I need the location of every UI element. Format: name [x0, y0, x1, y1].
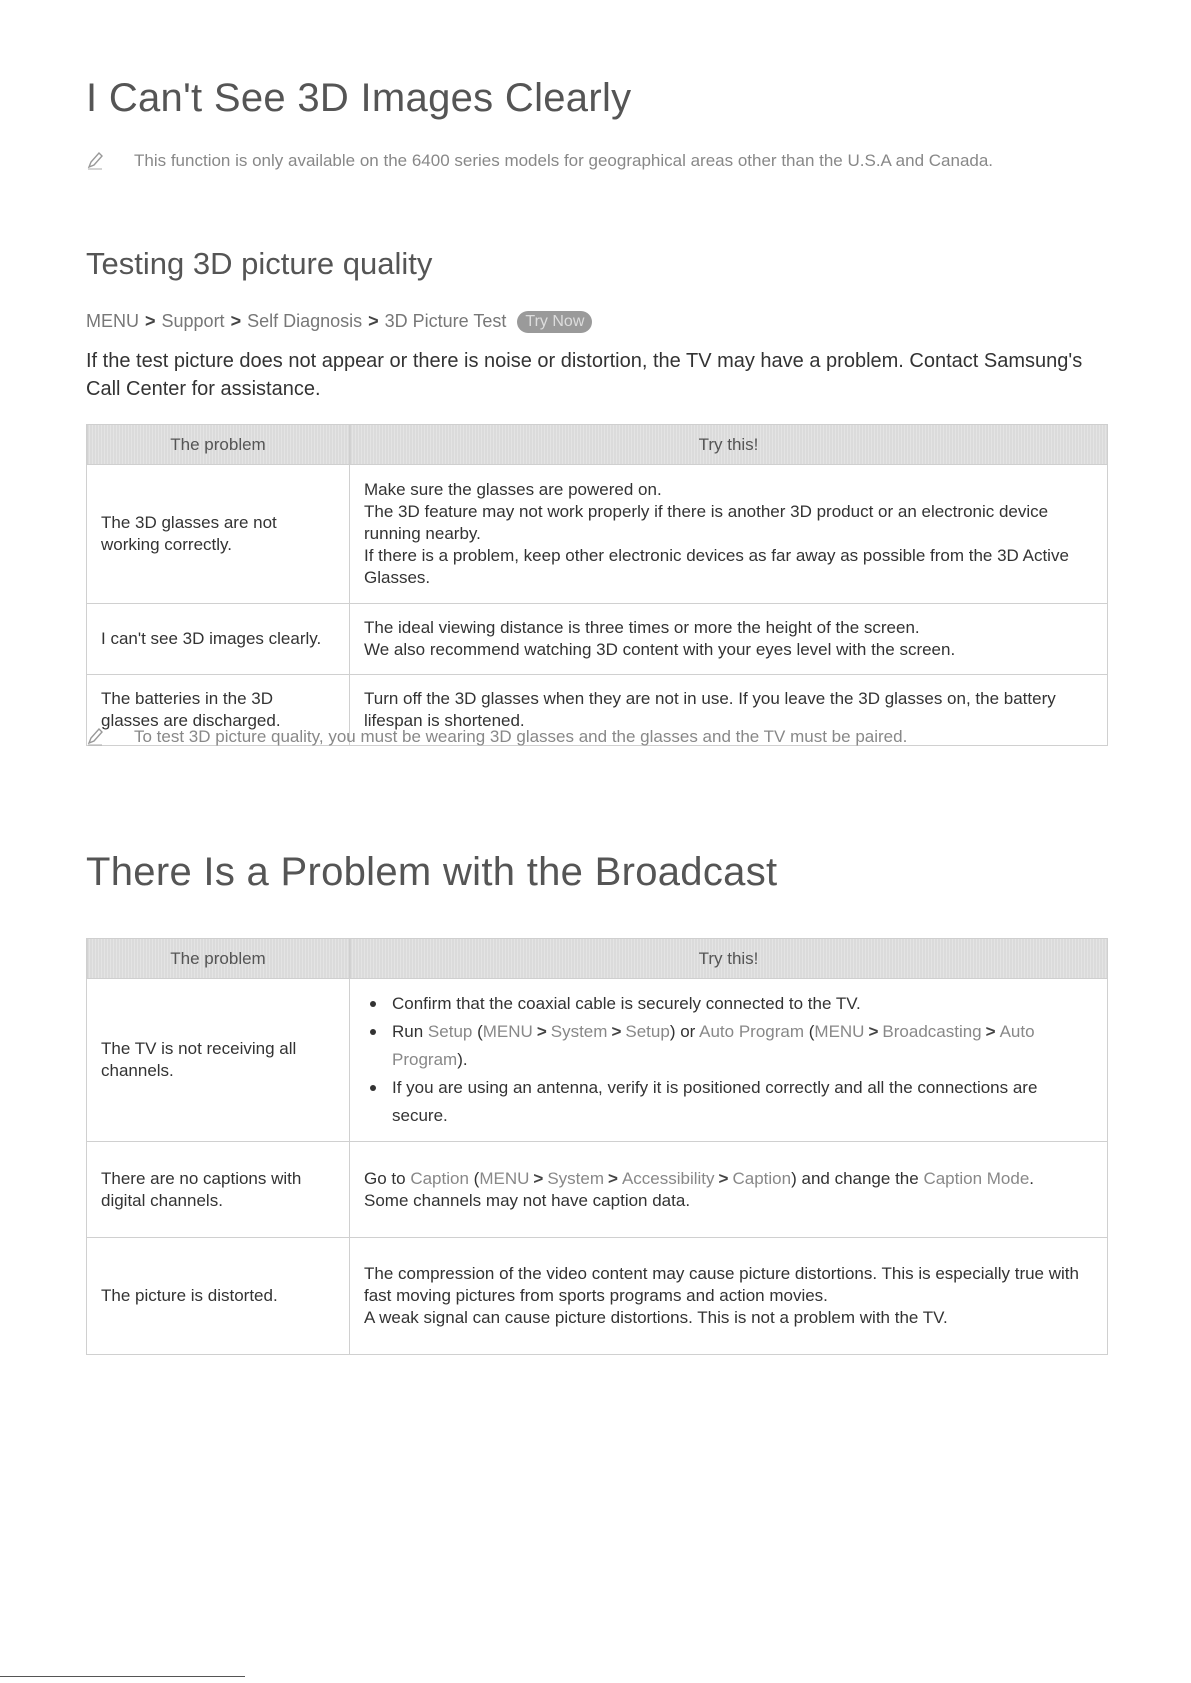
solution-line: The compression of the video content may cause picture distortions. This is especially true with fast moving pictures from sports programs and action movies.	[364, 1264, 1079, 1305]
chevron-right-icon: >	[608, 1168, 618, 1188]
section-title-testing: Testing 3D picture quality	[86, 246, 433, 281]
chevron-right-icon: >	[985, 1022, 996, 1041]
list-item: If you are using an antenna, verify it is positioned correctly and all the connections are secure.	[364, 1074, 1093, 1130]
breadcrumb-support[interactable]: Support	[161, 311, 225, 331]
header-try-this: Try this!	[350, 425, 1108, 465]
troubleshoot-table-3d	[86, 424, 1108, 746]
system-link[interactable]: System	[550, 1022, 608, 1041]
note-text: To test 3D picture quality, you must be wearing 3D glasses and the glasses and the TV must be paired.	[134, 727, 908, 746]
breadcrumb-self-diagnosis[interactable]: Self Diagnosis	[247, 311, 363, 331]
caption-link[interactable]: Caption	[410, 1168, 469, 1188]
table-row	[87, 465, 1108, 604]
accessibility-link[interactable]: Accessibility	[621, 1168, 715, 1188]
header-problem: The problem	[87, 939, 350, 979]
solution-cell	[350, 465, 1108, 604]
broadcasting-link[interactable]: Broadcasting	[882, 1022, 982, 1041]
problem-cell: The batteries in the 3D glasses are discharged.	[87, 675, 350, 746]
pencil-icon	[86, 150, 104, 170]
solution-line: We also recommend watching 3D content with your eyes level with the screen.	[364, 640, 956, 659]
solution-bullets	[364, 990, 1093, 1130]
table-row	[87, 604, 1108, 675]
chevron-right-icon: >	[536, 1022, 547, 1041]
solution-cell	[350, 604, 1108, 675]
solution-line: The ideal viewing distance is three times or more the height of the screen.	[364, 618, 920, 637]
problem-cell: There are no captions with digital channels.	[87, 1142, 350, 1238]
solution-line: Some channels may not have caption data.	[364, 1190, 691, 1210]
table-header-row	[87, 939, 1108, 979]
chevron-right-icon: >	[368, 311, 379, 331]
list-item: Run Setup (MENU > System > Setup) or Auto Program (MENU > Broadcasting > Auto Program).	[364, 1018, 1093, 1074]
note-text: This function is only available on the 6400 series models for geographical areas other than the U.S.A and Canada.	[134, 151, 994, 170]
solution-line: Turn off the 3D glasses when they are not in use. If you leave the 3D glasses on, the battery lifespan is shortened.	[364, 689, 1056, 730]
solution-cell	[350, 1238, 1108, 1355]
breadcrumb-menu[interactable]: MENU	[86, 311, 139, 331]
caption-mode-link[interactable]: Caption Mode	[923, 1168, 1030, 1188]
chevron-right-icon: >	[533, 1168, 544, 1188]
setup-link[interactable]: Setup	[427, 1022, 473, 1041]
chevron-right-icon: >	[611, 1022, 622, 1041]
chevron-right-icon: >	[145, 311, 156, 331]
table-row	[87, 1238, 1108, 1355]
table-row	[87, 979, 1108, 1142]
problem-cell: The TV is not receiving all channels.	[87, 979, 350, 1142]
solution-line: The 3D feature may not work properly if there is another 3D product or an electronic device running nearby.	[364, 502, 1049, 543]
problem-cell: The 3D glasses are not working correctly.	[87, 465, 350, 604]
solution-line: Go to Caption (MENU > System > Accessibility > Caption) and change the Caption Mode.	[364, 1168, 1035, 1188]
footer-divider	[0, 1676, 245, 1677]
chevron-right-icon: >	[230, 311, 242, 331]
note-availability	[86, 148, 1096, 173]
chevron-right-icon: >	[868, 1022, 879, 1041]
breadcrumb-3d-picture-test[interactable]: 3D Picture Test	[384, 311, 507, 331]
solution-line: Make sure the glasses are powered on.	[364, 480, 662, 499]
solution-cell	[350, 1142, 1108, 1238]
auto-program-link[interactable]: Auto Program	[392, 1022, 1035, 1069]
breadcrumb	[86, 311, 592, 333]
chevron-right-icon: >	[718, 1168, 729, 1188]
try-now-button[interactable]: Try Now	[517, 311, 592, 333]
menu-link[interactable]: MENU	[482, 1022, 533, 1041]
problem-cell: I can't see 3D images clearly.	[87, 604, 350, 675]
list-item: Confirm that the coaxial cable is securely connected to the TV.	[364, 990, 1093, 1018]
problem-cell: The picture is distorted.	[87, 1238, 350, 1355]
page-title: I Can't See 3D Images Clearly	[86, 76, 632, 120]
table-header-row	[87, 425, 1108, 465]
intro-paragraph: If the test picture does not appear or there is noise or distortion, the TV may have a problem. Contact Samsung's Call Center for assistance.	[86, 350, 1083, 400]
auto-program-link[interactable]: Auto Program	[699, 1022, 805, 1041]
solution-line: If there is a problem, keep other electronic devices as far away as possible from the 3D Active Glasses.	[364, 546, 1069, 587]
menu-link[interactable]: MENU	[814, 1022, 865, 1041]
caption-link[interactable]: Caption	[732, 1168, 792, 1188]
header-try-this: Try this!	[350, 939, 1108, 979]
section-title-broadcast: There Is a Problem with the Broadcast	[86, 850, 778, 894]
solution-line: A weak signal can cause picture distortions. This is not a problem with the TV.	[364, 1308, 948, 1327]
solution-cell	[350, 979, 1108, 1142]
setup-link[interactable]: Setup	[625, 1022, 670, 1041]
system-link[interactable]: System	[547, 1168, 605, 1188]
table-row	[87, 1142, 1108, 1238]
menu-link[interactable]: MENU	[479, 1168, 530, 1188]
header-problem: The problem	[87, 425, 350, 465]
troubleshoot-table-broadcast	[86, 938, 1108, 1355]
pencil-icon	[86, 726, 104, 746]
note-pairing	[86, 724, 1096, 749]
